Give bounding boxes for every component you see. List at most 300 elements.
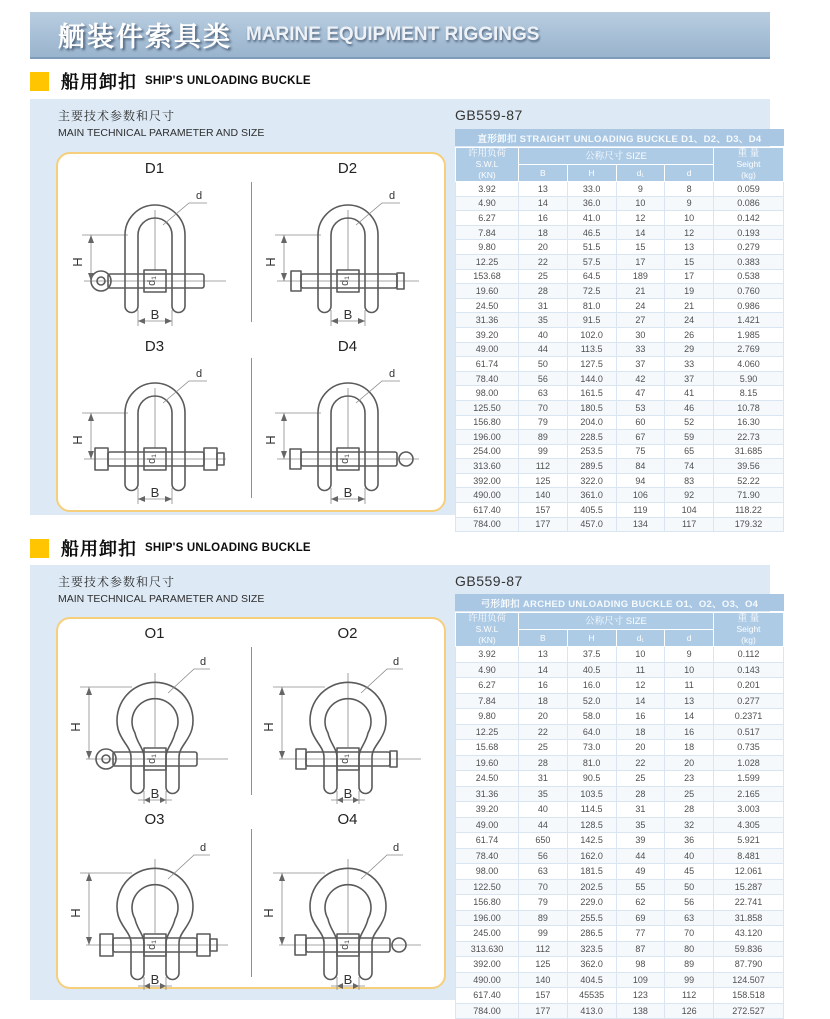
cell: 16 [616,709,665,725]
cell: 161.5 [567,386,616,401]
col-header-B: B [519,165,568,182]
parameter-caption-cn: 主要技术参数和尺寸 [58,109,176,123]
col-header-d: d [665,630,714,647]
shackle-diagram-d4 [251,332,444,510]
cell: 60 [616,415,665,430]
cell: 392.00 [456,957,519,973]
cell: 125.50 [456,400,519,415]
cell: 39.20 [456,802,519,818]
cell: 70 [665,926,714,942]
cell: 37 [665,371,714,386]
cell: 36.0 [567,196,616,211]
cell: 177 [519,1003,568,1019]
cell: 39 [616,833,665,849]
cell: 0.760 [714,284,784,299]
cell: 9 [616,182,665,197]
cell: 28 [519,755,568,771]
diagram-title: D3 [144,338,165,355]
cell: 31 [616,802,665,818]
table-row [456,740,784,756]
cell: 63 [519,386,568,401]
cell: 33 [665,357,714,372]
cell: 156.80 [456,415,519,430]
cell: 98 [616,957,665,973]
cell: 31 [519,298,568,313]
cell: 114.5 [567,802,616,818]
cell: 64.5 [567,269,616,284]
cell: 44 [616,848,665,864]
table2-header [456,613,784,647]
cell: 52 [665,415,714,430]
cell: 157 [519,503,568,518]
cell: 58.0 [567,709,616,725]
cell: 617.40 [456,503,519,518]
cell: 83 [665,473,714,488]
table-row [456,182,784,197]
bow-shackle-drawing [251,829,444,991]
table-row [456,430,784,445]
shackle-diagram-o3 [58,805,251,991]
cell: 14 [616,225,665,240]
table-row [456,817,784,833]
svg-text:d₁: d₁ [146,940,158,950]
cell: 362.0 [567,957,616,973]
bow-shackle-drawing [58,643,251,805]
cell: 12 [665,225,714,240]
table-row [456,284,784,299]
col-header-size: 公称尺寸 SIZE [519,613,714,630]
cell: 490.00 [456,972,519,988]
svg-text:d: d [195,368,203,380]
svg-text:d: d [195,190,203,202]
table-row [456,647,784,663]
cell: 253.5 [567,444,616,459]
cell: 32 [665,817,714,833]
cell: 0.517 [714,724,784,740]
cell: 26 [665,327,714,342]
cell: 313.60 [456,459,519,474]
cell: 3.92 [456,182,519,197]
svg-text:d₁: d₁ [339,276,351,286]
cell: 16 [519,678,568,694]
dee-shackle-drawing [251,356,444,506]
cell: 59.836 [714,941,784,957]
yellow-bullet-icon [30,539,49,558]
svg-text:B: B [150,786,160,801]
svg-text:d₁: d₁ [339,454,351,464]
cell: 51.5 [567,240,616,255]
cell: 109 [616,972,665,988]
table2 [455,612,784,1019]
svg-text:d: d [392,842,400,854]
cell: 99 [519,926,568,942]
cell: 3.003 [714,802,784,818]
cell: 10.78 [714,400,784,415]
svg-text:B: B [343,972,353,987]
cell: 106 [616,488,665,503]
cell: 15 [616,240,665,255]
cell: 0.059 [714,182,784,197]
cell: 4.90 [456,662,519,678]
cell: 50 [665,879,714,895]
table-row [456,910,784,926]
table2-title-band: 弓形卸扣 ARCHED UNLOADING BUCKLE O1、O2、O3、O4 [455,594,784,611]
cell: 25 [519,269,568,284]
cell: 0.143 [714,662,784,678]
cell: 126 [665,1003,714,1019]
table-row [456,342,784,357]
cell: 3.92 [456,647,519,663]
cell: 14 [519,196,568,211]
cell: 22 [519,254,568,269]
cell: 157 [519,988,568,1004]
cell: 69 [616,910,665,926]
cell: 20 [616,740,665,756]
cell: 0.201 [714,678,784,694]
svg-text:d: d [199,842,207,854]
cell: 31.858 [714,910,784,926]
cell: 323.5 [567,941,616,957]
table-row [456,415,784,430]
cell: 10 [665,662,714,678]
cell: 70 [519,400,568,415]
section2-table [455,594,784,1019]
table-row [456,269,784,284]
cell: 0.986 [714,298,784,313]
diagram-title: D2 [337,160,358,177]
cell: 64.0 [567,724,616,740]
diagram-title: D4 [337,338,358,355]
cell: 47 [616,386,665,401]
cell: 8.481 [714,848,784,864]
cell: 12.25 [456,254,519,269]
cell: 35 [519,313,568,328]
cell: 52.22 [714,473,784,488]
table-row [456,833,784,849]
cell: 24 [665,313,714,328]
dee-shackle-drawing [251,178,444,328]
banner-title-en: MARINE EQUIPMENT RIGGINGS [246,23,540,45]
cell: 78.40 [456,371,519,386]
parameter-caption-en: MAIN TECHNICAL PARAMETER AND SIZE [58,127,265,139]
cell: 15 [665,254,714,269]
svg-text:d: d [388,368,396,380]
table-row [456,386,784,401]
yellow-bullet-icon [30,72,49,91]
cell: 17 [665,269,714,284]
cell: 125 [519,957,568,973]
col-header-H: H [567,165,616,182]
cell: 142.5 [567,833,616,849]
cell: 6.27 [456,211,519,226]
cell: 49.00 [456,817,519,833]
cell: 36 [665,833,714,849]
cell: 49.00 [456,342,519,357]
shackle-diagram-d3 [58,332,251,510]
cell: 20 [519,240,568,255]
cell: 18 [519,693,568,709]
table-row [456,864,784,880]
col-header-d1: d₁ [616,165,665,182]
section1-title-cn: 船用卸扣 [61,72,137,92]
cell: 255.5 [567,910,616,926]
cell: 89 [519,910,568,926]
cell: 55 [616,879,665,895]
cell: 73.0 [567,740,616,756]
cell: 0.279 [714,240,784,255]
cell: 14 [616,693,665,709]
table-row [456,988,784,1004]
cell: 79 [519,415,568,430]
table-row [456,709,784,725]
cell: 31.685 [714,444,784,459]
cell: 24 [616,298,665,313]
section2-title-cn: 船用卸扣 [61,539,137,559]
table1-title-band: 直形卸扣 STRAIGHT UNLOADING BUCKLE D1、D2、D3、D4 [455,129,784,146]
section2-parameter-caption [58,573,264,605]
section1-diagram-panel [56,152,446,512]
cell: 118.22 [714,503,784,518]
cell: 13 [519,647,568,663]
cell: 40 [519,327,568,342]
cell: 40.5 [567,662,616,678]
cell: 392.00 [456,473,519,488]
cell: 4.90 [456,196,519,211]
cell: 65 [665,444,714,459]
cell: 79 [519,895,568,911]
cell: 99 [665,972,714,988]
cell: 31 [519,771,568,787]
cell: 72.5 [567,284,616,299]
section1-table [455,129,784,532]
cell: 49 [616,864,665,880]
svg-text:B: B [343,485,353,500]
cell: 158.518 [714,988,784,1004]
cell: 18 [665,740,714,756]
cell: 21 [665,298,714,313]
cell: 44 [519,817,568,833]
table-row [456,240,784,255]
cell: 14 [665,709,714,725]
table-row [456,313,784,328]
table-row [456,724,784,740]
cell: 70 [519,879,568,895]
svg-text:H: H [261,908,276,918]
table-row [456,357,784,372]
cell: 204.0 [567,415,616,430]
table-row [456,771,784,787]
cell: 94 [616,473,665,488]
cell: 67 [616,430,665,445]
parameter-caption-cn: 主要技术参数和尺寸 [58,575,176,589]
cell: 56 [665,895,714,911]
table-row [456,1003,784,1019]
table-row [456,786,784,802]
cell: 57.5 [567,254,616,269]
cell: 286.5 [567,926,616,942]
col-header-size: 公称尺寸 SIZE [519,148,714,165]
cell: 784.00 [456,1003,519,1019]
svg-text:d₁: d₁ [146,754,158,764]
cell: 10 [665,211,714,226]
shackle-diagram-o1 [58,619,251,805]
diagram-title: O2 [337,625,358,642]
col-header-d1: d₁ [616,630,665,647]
cell: 41.0 [567,211,616,226]
cell: 0.735 [714,740,784,756]
bow-shackle-drawing [251,643,444,805]
table-row [456,400,784,415]
table-row [456,693,784,709]
cell: 27 [616,313,665,328]
cell: 74 [665,459,714,474]
svg-text:d: d [388,190,396,202]
cell: 254.00 [456,444,519,459]
cell: 25 [665,786,714,802]
cell: 63 [665,910,714,926]
cell: 61.74 [456,357,519,372]
cell: 25 [616,771,665,787]
cell: 71.90 [714,488,784,503]
cell: 245.00 [456,926,519,942]
table-row [456,254,784,269]
shackle-diagram-d2 [251,154,444,332]
cell: 127.5 [567,357,616,372]
cell: 122.50 [456,879,519,895]
banner-title-cn: 舾装件索具类 [58,22,232,52]
cell: 77 [616,926,665,942]
cell: 59 [665,430,714,445]
cell: 12 [616,678,665,694]
cell: 0.277 [714,693,784,709]
cell: 1.599 [714,771,784,787]
cell: 134 [616,517,665,532]
cell: 40 [665,848,714,864]
cell: 84 [616,459,665,474]
cell: 650 [519,833,568,849]
shackle-diagram-o2 [251,619,444,805]
cell: 125 [519,473,568,488]
cell: 20 [519,709,568,725]
cell: 0.086 [714,196,784,211]
cell: 18 [616,724,665,740]
table1 [455,147,784,532]
cell: 16 [519,211,568,226]
cell: 144.0 [567,371,616,386]
cell: 15.287 [714,879,784,895]
table-row [456,755,784,771]
table-row [456,225,784,240]
shackle-diagram-o4 [251,805,444,991]
cell: 35 [519,786,568,802]
cell: 457.0 [567,517,616,532]
col-header-H: H [567,630,616,647]
cell: 0.538 [714,269,784,284]
cell: 22.741 [714,895,784,911]
cell: 87.790 [714,957,784,973]
cell: 128.5 [567,817,616,833]
section2-title-en: SHIP'S UNLOADING BUCKLE [145,542,311,554]
section2-diagram-panel [56,617,446,989]
cell: 28 [616,786,665,802]
table-row [456,941,784,957]
svg-text:d: d [392,656,400,668]
table-row [456,503,784,518]
cell: 4.305 [714,817,784,833]
section1-heading [30,70,770,92]
cell: 124.507 [714,972,784,988]
cell: 104 [665,503,714,518]
cell: 10 [616,196,665,211]
cell: 21 [616,284,665,299]
cell: 5.90 [714,371,784,386]
cell: 14 [519,662,568,678]
section2-standard-code: GB559-87 [455,573,523,589]
table-row [456,211,784,226]
diagram-title: O1 [144,625,165,642]
cell: 9 [665,196,714,211]
cell: 92 [665,488,714,503]
cell: 46.5 [567,225,616,240]
cell: 16.0 [567,678,616,694]
cell: 11 [665,678,714,694]
table-row [456,848,784,864]
cell: 98.00 [456,864,519,880]
cell: 28 [519,284,568,299]
cell: 140 [519,488,568,503]
svg-text:H: H [68,908,83,918]
cell: 5.921 [714,833,784,849]
svg-text:d: d [199,656,207,668]
cell: 37 [616,357,665,372]
cell: 119 [616,503,665,518]
cell: 784.00 [456,517,519,532]
cell: 81.0 [567,755,616,771]
table-row [456,972,784,988]
cell: 289.5 [567,459,616,474]
cell: 617.40 [456,988,519,1004]
cell: 12.061 [714,864,784,880]
cell: 8 [665,182,714,197]
table-row [456,957,784,973]
table-row [456,459,784,474]
cell: 63 [519,864,568,880]
diagram-title: O3 [144,811,165,828]
cell: 322.0 [567,473,616,488]
cell: 61.74 [456,833,519,849]
cell: 50 [519,357,568,372]
cell: 189 [616,269,665,284]
table-row [456,473,784,488]
cell: 179.32 [714,517,784,532]
cell: 196.00 [456,430,519,445]
col-header-weight: 重 量 Seight (kg) [714,148,784,182]
cell: 0.383 [714,254,784,269]
cell: 99 [519,444,568,459]
table-row [456,517,784,532]
cell: 24.50 [456,771,519,787]
cell: 272.527 [714,1003,784,1019]
cell: 17 [616,254,665,269]
section1-title-en: SHIP'S UNLOADING BUCKLE [145,75,311,87]
col-header-swl: 许用负荷 S.W.L (KN) [456,613,519,647]
table2-body [456,647,784,1019]
col-header-B: B [519,630,568,647]
cell: 91.5 [567,313,616,328]
cell: 7.84 [456,225,519,240]
cell: 177 [519,517,568,532]
svg-text:H: H [261,722,276,732]
